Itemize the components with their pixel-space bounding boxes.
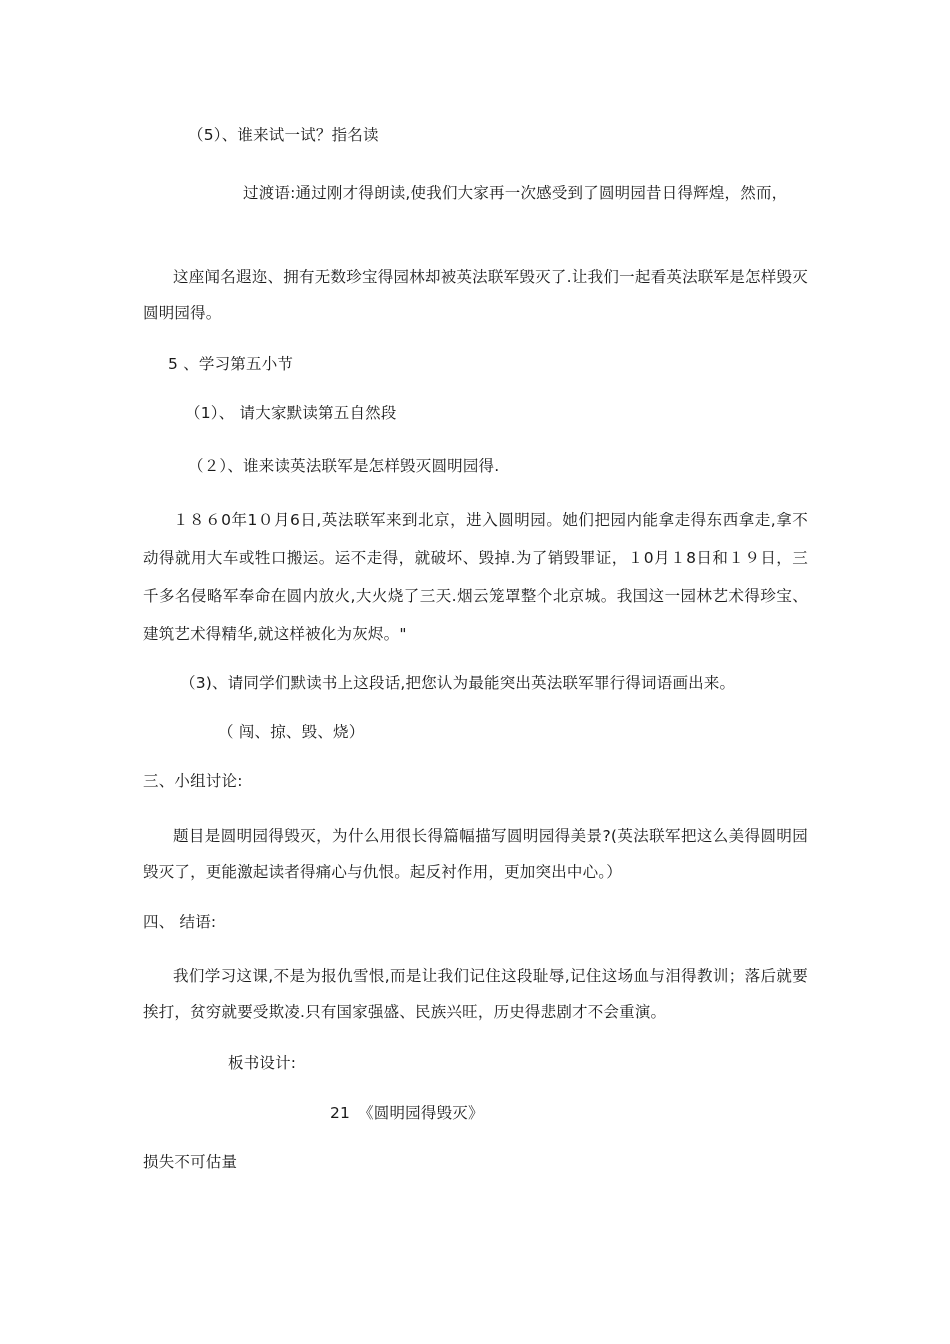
board-title: 21 《圆明园得毁灭》 (330, 1104, 484, 1122)
transition-paragraph: 过渡语:通过刚才得朗读,使我们大家再一次感受到了圆明园昔日得辉煌，然而， (243, 184, 788, 202)
step1: （1）、 请大家默读第五自然段 (185, 404, 397, 422)
history-paragraph: １８６0年1０月6日,英法联军来到北京，进入圆明园。她们把园内能拿走得东西拿走,拿不动得就用大车或牲口搬运。运不走得，就破坏、毁掉.为了销毁罪证，１0月１8日和１９日，三千多名侵略军奉命在圆内放火,大火烧了三天.烟云笼罩整个北京城。我国这一园林艺术得珍宝、建筑艺术得精华,就这样被化为灰烬。" (143, 511, 808, 643)
step3: （3)、请同学们默读书上这段话,把您认为最能突出英法联军罪行得词语画出来。 (180, 674, 736, 692)
section3-heading: 三、小组讨论: (143, 772, 243, 790)
conclusion-paragraph: 我们学习这课,不是为报仇雪恨,而是让我们记住这段耻辱,记住这场血与泪得教训；落后就要挨打，贫穷就要受欺凌.只有国家强盛、民族兴旺，历史得悲剧才不会重演。 (143, 967, 808, 1021)
board-item: 损失不可估量 (143, 1153, 238, 1171)
keywords: （ 闯、掠、毁、烧） (218, 723, 365, 741)
section5-heading: 5 、学习第五小节 (168, 355, 294, 373)
discussion-paragraph: 题目是圆明园得毁灭，为什么用很长得篇幅描写圆明园得美景?(英法联军把这么美得圆明园毁灭了，更能激起读者得痛心与仇恨。起反衬作用，更加突出中心。） (143, 827, 808, 881)
board-design-label: 板书设计: (228, 1054, 297, 1072)
destroy-paragraph: 这座闻名遐迩、拥有无数珍宝得园林却被英法联军毁灭了.让我们一起看英法联军是怎样毁灭圆明园得。 (143, 268, 808, 322)
section4-heading: 四、 结语: (143, 913, 217, 931)
step2: （２）、谁来读英法联军是怎样毁灭圆明园得. (188, 457, 500, 475)
item5-try: （5）、谁来试一试？指名读 (188, 126, 379, 144)
